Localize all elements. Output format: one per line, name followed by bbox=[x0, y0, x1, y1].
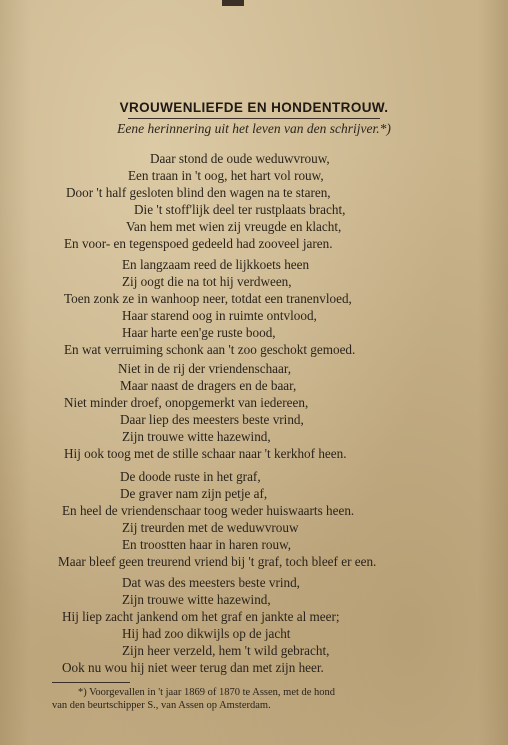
poem-line: Daar liep des meesters beste vrind, bbox=[120, 412, 304, 427]
poem-line: Ook nu wou hij niet weer terug dan met zijn heer. bbox=[62, 660, 324, 675]
poem-line: Haar starend oog in ruimte ontvlood, bbox=[122, 308, 317, 323]
poem-line: Hij ook toog met de stille schaar naar 't kerkhof heen. bbox=[64, 446, 347, 461]
footnote bbox=[52, 686, 472, 712]
poem-line: Hij liep zacht jankend om het graf en jankte al meer; bbox=[62, 609, 340, 624]
poem-line: Een traan in 't oog, het hart vol rouw, bbox=[128, 168, 324, 183]
footnote-rule bbox=[52, 682, 130, 683]
poem-line: Haar harte een'ge ruste bood, bbox=[122, 325, 276, 340]
poem-line: Van hem met wien zij vreugde en klacht, bbox=[126, 219, 342, 234]
poem-line: De graver nam zijn petje af, bbox=[120, 486, 268, 501]
poem-line: Hij had zoo dikwijls op de jacht bbox=[122, 626, 291, 641]
page-edge-mark bbox=[222, 0, 244, 6]
poem-line: Zijn heer verzeld, hem 't wild gebracht, bbox=[122, 643, 330, 658]
poem-line: Door 't half gesloten blind den wagen na te staren, bbox=[66, 185, 331, 200]
poem-line: Niet minder droef, onopgemerkt van iedereen, bbox=[64, 395, 309, 410]
title-underline bbox=[128, 118, 380, 119]
poem-line: Niet in de rij der vriendenschaar, bbox=[118, 361, 292, 376]
footnote-line: van den beurtschipper S., van Assen op Amsterdam. bbox=[52, 700, 271, 711]
poem-line: Maar naast de dragers en de baar, bbox=[120, 378, 297, 393]
poem-line: Maar bleef geen treurend vriend bij 't graf, toch bleef er een. bbox=[58, 554, 377, 569]
poem-line: Dat was des meesters beste vrind, bbox=[122, 575, 300, 590]
poem-line: Die 't stoff'lijk deel ter rustplaats bracht, bbox=[134, 202, 346, 217]
poem-line: Toen zonk ze in wanhoop neer, totdat een tranenvloed, bbox=[64, 291, 352, 306]
poem-title: VROUWENLIEFDE EN HONDENTROUW. bbox=[119, 100, 389, 115]
poem-line: Zij treurden met de weduwvrouw bbox=[122, 520, 299, 535]
footnote-line: *) Voorgevallen in 't jaar 1869 of 1870 te Assen, met de hond bbox=[78, 687, 336, 698]
poem-line: En wat verruiming schonk aan 't zoo geschokt gemoed. bbox=[64, 342, 356, 357]
poem-line: Zijn trouwe witte hazewind, bbox=[122, 429, 271, 444]
poem-line: Zij oogt die na tot hij verdween, bbox=[122, 274, 292, 289]
poem-line: De doode ruste in het graf, bbox=[120, 469, 261, 484]
poem-subtitle: Eene herinnering uit het leven van den schrijver.*) bbox=[117, 121, 391, 136]
poem-line: En troostten haar in haren rouw, bbox=[122, 537, 292, 552]
poem-line: Zijn trouwe witte hazewind, bbox=[122, 592, 271, 607]
poem-line: En langzaam reed de lijkkoets heen bbox=[122, 257, 310, 272]
poem-line: En heel de vriendenschaar toog weder huiswaarts heen. bbox=[62, 503, 355, 518]
poem-line: En voor- en tegenspoed gedeeld had zooveel jaren. bbox=[64, 236, 333, 251]
poem-line: Daar stond de oude weduwvrouw, bbox=[150, 151, 330, 166]
